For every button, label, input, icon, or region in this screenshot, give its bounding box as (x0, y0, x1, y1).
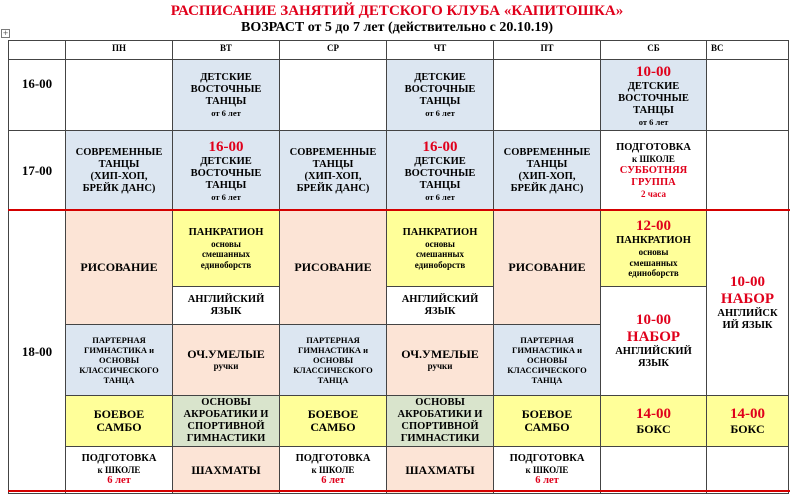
fri-17-modern-dance: СОВРЕМЕННЫЕ ТАНЦЫ (ХИП-ХОП, БРЕЙК ДАНС) (494, 131, 601, 211)
sun-18-empty (707, 447, 789, 494)
day-header-mon: ПН (66, 41, 173, 60)
thu-17-oriental-dance: 16-00 ДЕТСКИЕ ВОСТОЧНЫЕ ТАНЦЫ от 6 лет (387, 131, 494, 211)
tue-18-english: АНГЛИЙСКИЙ ЯЗЫК (173, 287, 280, 325)
sat-18-box: 14-00 БОКС (601, 396, 707, 447)
thu-18-crafts: ОЧ.УМЕЛЫЕ ручки (387, 325, 494, 396)
sun-17-empty (707, 131, 789, 211)
thu-18-english: АНГЛИЙСКИЙ ЯЗЫК (387, 287, 494, 325)
day-header-thu: ЧТ (387, 41, 494, 60)
sat-18-pankration: 12-00 ПАНКРАТИОН основы смешанных единоборств (601, 211, 707, 287)
fri-16-empty (494, 60, 601, 131)
row-separator-red-top (8, 209, 790, 211)
sat-18-english-enrollment: 10-00 НАБОР АНГЛИЙСКИЙ ЯЗЫК (601, 287, 707, 396)
mon-18-school-prep: ПОДГОТОВКА к ШКОЛЕ 6 лет (66, 447, 173, 494)
wed-16-empty (280, 60, 387, 131)
sat-17-school-prep: ПОДГОТОВКА к ШКОЛЕ СУББОТНЯЯ ГРУППА 2 часа (601, 131, 707, 211)
tue-17-oriental-dance: 16-00 ДЕТСКИЕ ВОСТОЧНЫЕ ТАНЦЫ от 6 лет (173, 131, 280, 211)
schedule-table (8, 40, 789, 494)
table-move-handle-icon[interactable]: + (2, 29, 9, 37)
sat-16-oriental-dance: 10-00 ДЕТСКИЕ ВОСТОЧНЫЕ ТАНЦЫ от 6 лет (601, 60, 707, 131)
sun-18-english-enrollment: 10-00 НАБОР АНГЛИЙСК ИЙ ЯЗЫК (707, 211, 789, 396)
time-17: 17-00 (9, 131, 66, 211)
tue-18-pankration: ПАНКРАТИОН основы смешанных единоборств (173, 211, 280, 287)
thu-18-chess: ШАХМАТЫ (387, 447, 494, 494)
sun-18-box: 14-00 БОКС (707, 396, 789, 447)
tue-18-crafts: ОЧ.УМЕЛЫЕ ручки (173, 325, 280, 396)
row-separator-red-bottom (8, 490, 790, 492)
fri-18-school-prep: ПОДГОТОВКА к ШКОЛЕ 6 лет (494, 447, 601, 494)
age-subtitle: ВОЗРАСТ от 5 до 7 лет (действительно с 20.10.19) (241, 20, 553, 35)
thu-18-acrobatics: ОСНОВЫ АКРОБАТИКИ И СПОРТИВНОЙ ГИМНАСТИКИ (387, 396, 494, 447)
day-header-sat: СБ (601, 41, 707, 60)
day-header-tue: ВТ (173, 41, 280, 60)
fri-18-sambo: БОЕВОЕ САМБО (494, 396, 601, 447)
mon-17-modern-dance: СОВРЕМЕННЫЕ ТАНЦЫ (ХИП-ХОП, БРЕЙК ДАНС) (66, 131, 173, 211)
day-header-fri: ПТ (494, 41, 601, 60)
mon-18-gymnastics: ПАРТЕРНАЯ ГИМНАСТИКА и ОСНОВЫ КЛАССИЧЕСКОГО ТАНЦА (66, 325, 173, 396)
mon-16-empty (66, 60, 173, 131)
wed-18-sambo: БОЕВОЕ САМБО (280, 396, 387, 447)
wed-18-school-prep: ПОДГОТОВКА к ШКОЛЕ 6 лет (280, 447, 387, 494)
mon-18-drawing: РИСОВАНИЕ (66, 211, 173, 325)
tue-16-oriental-dance: ДЕТСКИЕ ВОСТОЧНЫЕ ТАНЦЫ от 6 лет (173, 60, 280, 131)
sun-16-empty (707, 60, 789, 131)
fri-18-drawing: РИСОВАНИЕ (494, 211, 601, 325)
fri-18-gymnastics: ПАРТЕРНАЯ ГИМНАСТИКА и ОСНОВЫ КЛАССИЧЕСКОГО ТАНЦА (494, 325, 601, 396)
thu-18-pankration: ПАНКРАТИОН основы смешанных единоборств (387, 211, 494, 287)
tue-18-acrobatics: ОСНОВЫ АКРОБАТИКИ И СПОРТИВНОЙ ГИМНАСТИКИ (173, 396, 280, 447)
wed-17-modern-dance: СОВРЕМЕННЫЕ ТАНЦЫ (ХИП-ХОП, БРЕЙК ДАНС) (280, 131, 387, 211)
time-18: 18-00 (9, 211, 66, 494)
mon-18-sambo: БОЕВОЕ САМБО (66, 396, 173, 447)
sat-18-empty (601, 447, 707, 494)
wed-18-drawing: РИСОВАНИЕ (280, 211, 387, 325)
time-16: 16-00 (9, 60, 66, 131)
day-header-wed: СР (280, 41, 387, 60)
thu-16-oriental-dance: ДЕТСКИЕ ВОСТОЧНЫЕ ТАНЦЫ от 6 лет (387, 60, 494, 131)
wed-18-gymnastics: ПАРТЕРНАЯ ГИМНАСТИКА и ОСНОВЫ КЛАССИЧЕСКОГО ТАНЦА (280, 325, 387, 396)
schedule-title: РАСПИСАНИЕ ЗАНЯТИЙ ДЕТСКОГО КЛУБА «КАПИТОШКА» (170, 3, 624, 19)
tue-18-chess: ШАХМАТЫ (173, 447, 280, 494)
day-header-sun: ВС (707, 41, 789, 60)
corner-cell (9, 41, 66, 60)
